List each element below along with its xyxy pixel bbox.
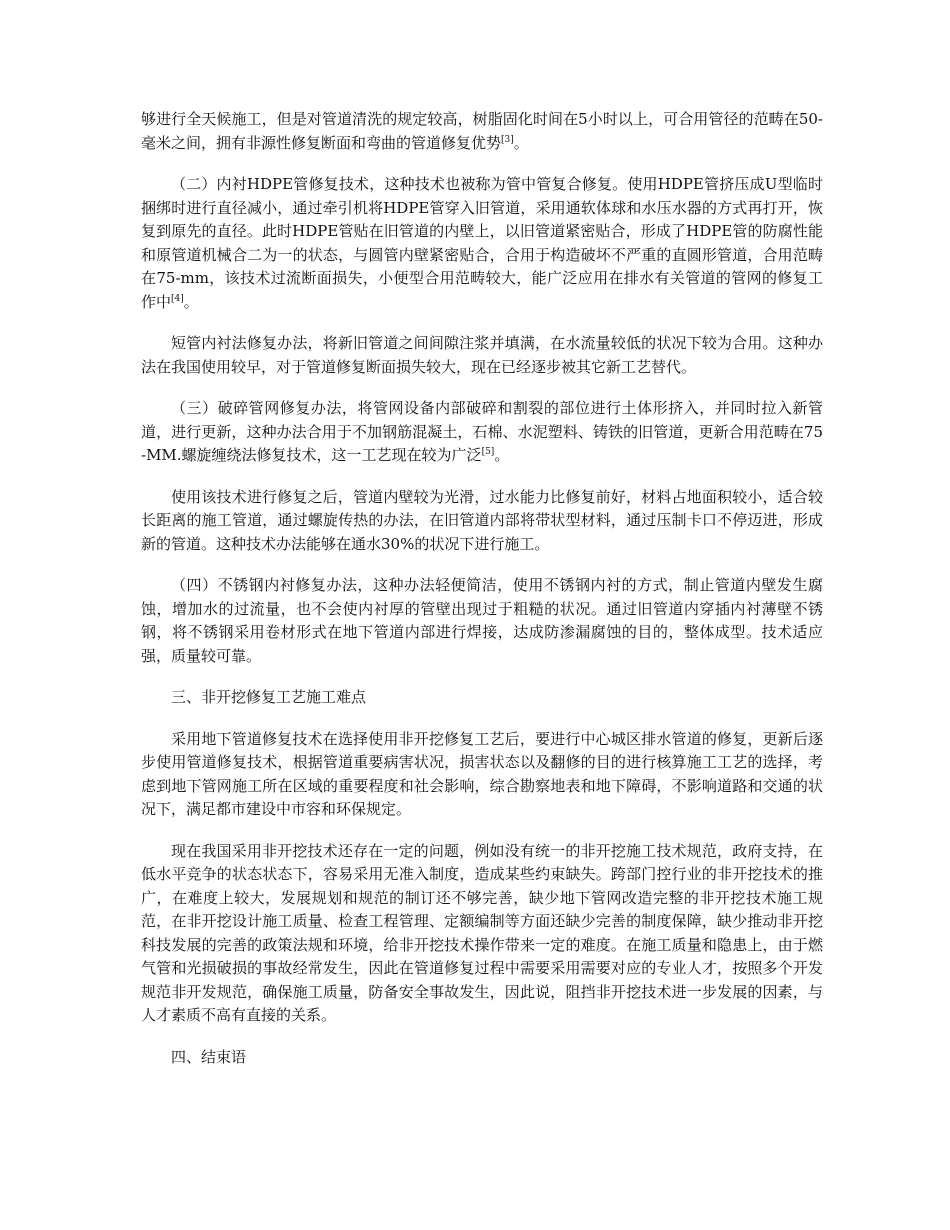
paragraph-text: （三）破碎管网修复办法，将管网设备内部破碎和割裂的部位进行土体形挤入，并同时拉入新管道，进行更新，这种办法合用于不加钢筋混凝土，石棉、水泥塑料、铸铁的旧管道，更新合用范畴在75-MM.螺旋缠绕法修复技术，这一工艺现在较为广泛 [141, 399, 823, 464]
citation-ref: [4] [171, 293, 184, 304]
citation-ref: [3] [501, 134, 514, 145]
paragraph-tail: 。 [183, 292, 199, 311]
paragraph-hdpe-lining [141, 173, 823, 314]
paragraph-tail: 。 [494, 446, 510, 464]
paragraph-construction-selection [141, 728, 823, 822]
citation-ref: [5] [481, 447, 495, 457]
paragraph-text: 够进行全天候施工，但是对管道清洗的规定较高，树脂固化时间在5小时以上，可合用管径的范畴在50-毫米之间，拥有非源性修复断面和弯曲的管道修复优势 [141, 110, 823, 152]
paragraph-pipe-bursting [141, 397, 823, 468]
paragraph-tail: 。 [513, 133, 529, 152]
paragraph-stainless-lining [141, 574, 823, 668]
document-page [141, 108, 823, 1087]
section-heading-3 [141, 686, 823, 710]
section-heading-4 [141, 1046, 823, 1070]
paragraph-short-pipe-lining [141, 332, 823, 379]
paragraph-text: 现在我国采用非开挖技术还存在一定的问题，例如没有统一的非开挖施工技术规范，政府支持，在低水平竞争的状态状态下，容易采用无准入制度，造成某些约束缺失。跨部门控行业的非开挖技术的推广，在难度上较大，发展规划和规范的制订还不够完善，缺少地下管网改造完整的非开挖技术施工规范，在非开挖设计施工质量、检查工程管理、定额编制等方面还缺少完善的制度保障，缺少推动非开挖科技发展的完善的政策法规和环境，给非开挖技术操作带来一定的难度。在施工质量和隐患上，由于燃气管和光损破损的事故经常发生，因此在管道修复过程中需要采用需要对应的专业人才，按照多个开发规范非开发规范，确保施工质量，防备安全事故发生，因此说，阻挡非开挖技术进一步发展的因素，与人才素质不高有直接的关系。 [141, 841, 823, 1024]
heading-text: 三、非开挖修复工艺施工难点 [171, 688, 367, 706]
paragraph-current-problems [141, 840, 823, 1028]
heading-text: 四、结束语 [171, 1047, 247, 1066]
paragraph-spiral-winding [141, 486, 823, 557]
paragraph-text: 使用该技术进行修复之后，管道内壁较为光滑，过水能力比修复前好，材料占地面积较小，适合较长距离的施工管道，通过螺旋传热的办法，在旧管道内部将带状型材料，通过压制卡口不停迈进，形成新的管道。这种技术办法能够在通水30%的状况下进行施工。 [141, 487, 823, 553]
paragraph-text: （四）不锈钢内衬修复办法，这种办法轻便简洁，使用不锈钢内衬的方式，制止管道内壁发生腐蚀，增加水的过流量，也不会使内衬厚的管壁出现过于粗糙的状况。通过旧管道内穿插内衬薄壁不锈钢，将不锈钢采用卷材形式在地下管道内部进行焊接，达成防渗漏腐蚀的目的，整体成型。技术适应强，质量较可靠。 [141, 576, 823, 665]
paragraph-text: 采用地下管道修复技术在选择使用非开挖修复工艺后，要进行中心城区排水管道的修复，更新后逐步使用管道修复技术，根据管道重要病害状况，损害状态以及翻修的目的进行核算施工工艺的选择，考虑到地下管网施工所在区域的重要程度和社会影响，综合勘察地表和地下障碍，不影响道路和交通的状况下，满足都市建设中市容和环保规定。 [141, 729, 823, 818]
paragraph-text: 短管内衬法修复办法，将新旧管道之间间隙注浆并填满，在水流量较低的状况下较为合用。这种办法在我国使用较早，对于管道修复断面损失较大，现在已经逐步被其它新工艺替代。 [141, 334, 823, 376]
paragraph-text: （二）内衬HDPE管修复技术，这种技术也被称为管中管复合修复。使用HDPE管挤压成U型临时捆绑时进行直径减小，通过牵引机将HDPE管穿入旧管道，采用通软体球和水压水器的方式再打开，恢复到原先的直径。此时HDPE管贴在旧管道的内壁上，以旧管道紧密贴合，形成了HDPE管的防腐性能和原管道机械合二为一的状态，与圆管内壁紧密贴合，合用于构造破坏不严重的直圆形管道，合用范畴在75-mm，该技术过流断面损失，小便型合用范畴较大，能广泛应用在排水有关管道的管网的修复工作中 [141, 175, 823, 311]
paragraph-continuation [141, 108, 823, 155]
